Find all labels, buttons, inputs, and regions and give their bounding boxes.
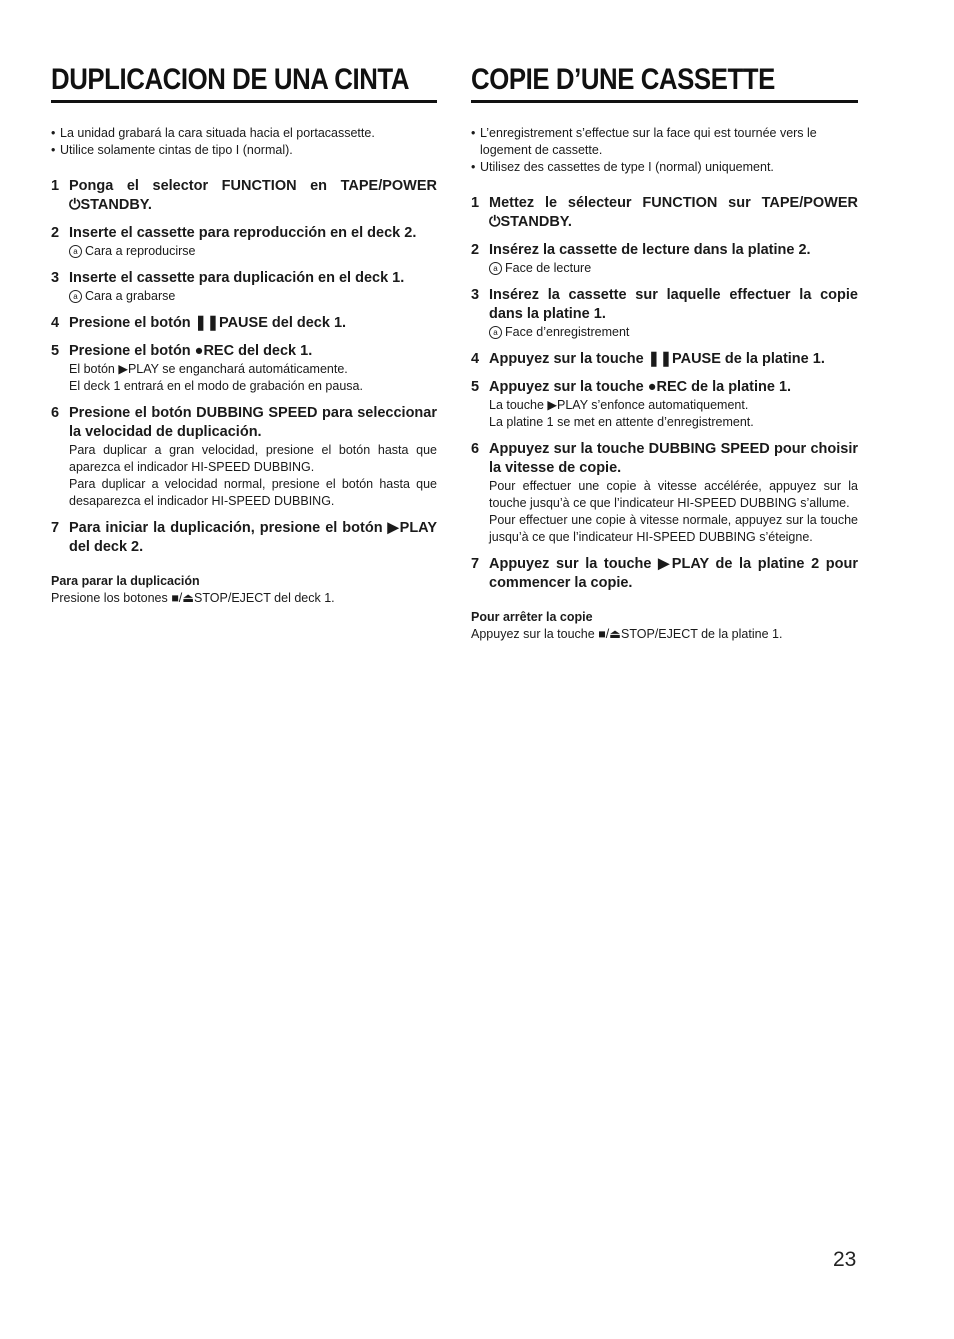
step-number: 2 [471,242,480,258]
step-5-fr [471,378,858,431]
step-title: Appuyez sur la touche DUBBING SPEED pour choisir la vitesse de copie. [489,441,858,476]
step-number: 4 [471,351,480,367]
circled-a-icon: a [69,290,82,303]
step-number: 2 [51,225,60,241]
step-4-es [51,314,437,333]
stop-text-es: Presione los botones ■/⏏STOP/EJECT del deck 1. [51,591,335,605]
page-number: 23 [833,1248,857,1271]
step-title: Insérez la cassette de lecture dans la platine 2. [489,242,811,258]
step-number: 5 [471,379,480,395]
step-note [69,288,437,305]
stop-subheading-es: Para parar la duplicación [51,574,200,588]
step-list-es [51,177,437,557]
step-7-fr [471,555,858,593]
step-title: Appuyez sur la touche ▶PLAY de la platine 2 pour commencer la copie. [489,556,858,591]
step-note: Pour effectuer une copie à vitesse accélérée, appuyez sur la touche jusqu’à ce que l’indicateur HI-SPEED DUBBING s’allume. [489,479,858,510]
step-note: Para duplicar a gran velocidad, presione el botón hasta que aparezca el indicador HI-SPEED DUBBING. [69,443,437,474]
step-number: 3 [51,270,60,286]
step-title: Inserte el cassette para duplicación en el deck 1. [69,270,405,286]
step-title: Presione el botón ●REC del deck 1. [69,343,313,359]
step-number: 3 [471,287,480,303]
step-6-fr [471,440,858,546]
step-number: 5 [51,343,60,359]
section-title-fr: COPIE D’UNE CASSETTE [471,63,775,96]
step-6-es [51,404,437,510]
step-number: 4 [51,315,60,331]
title-rule-fr [471,100,858,103]
step-title: Mettez le sélecteur FUNCTION sur TAPE/POWER ⏻STANDBY. [489,195,858,230]
bullet-item: • Utilisez des cassettes de type I (normal) uniquement. [471,159,858,176]
step-note [489,324,858,341]
step-title: Insérez la cassette sur laquelle effectuer la copie dans la platine 1. [489,287,858,322]
step-title: Presione el botón DUBBING SPEED para seleccionar la velocidad de duplicación. [69,405,437,440]
step-note: La touche ▶PLAY s’enfonce automatiquement. [489,398,749,412]
step-note-text: Cara a reproducirse [85,244,196,258]
circled-a-icon: a [489,326,502,339]
step-2-fr [471,241,858,277]
bullet-item: • Utilice solamente cintas de tipo I (normal). [51,142,437,159]
step-4-fr [471,350,858,369]
spanish-column [51,62,437,607]
step-5-es [51,342,437,395]
step-title: Appuyez sur la touche ❚❚PAUSE de la platine 1. [489,351,825,367]
step-note: Para duplicar a velocidad normal, presione el botón hasta que desaparezca el indicador HI-SPEED DUBBING. [69,477,437,508]
step-number: 7 [51,520,60,536]
step-title: Para iniciar la duplicación, presione el botón ▶PLAY del deck 2. [69,520,437,555]
step-list-fr [471,194,858,593]
step-note-text: Cara a grabarse [85,289,176,303]
bullet-list-fr [471,125,858,176]
step-note: Pour effectuer une copie à vitesse normale, appuyez sur la touche jusqu’à ce que l’indicateur HI-SPEED DUBBING s’éteigne. [489,513,858,544]
step-note-text: Face d’enregistrement [505,325,630,339]
step-note [69,243,437,260]
step-title: Inserte el cassette para reproducción en el deck 2. [69,225,417,241]
step-note-text: Face de lecture [505,261,592,275]
section-title-es: DUPLICACION DE UNA CINTA [51,63,410,96]
step-number: 6 [51,405,60,421]
step-3-fr [471,286,858,341]
step-note: La platine 1 se met en attente d’enregistrement. [489,415,754,429]
step-title: Presione el botón ❚❚PAUSE del deck 1. [69,315,347,331]
stop-subheading-fr: Pour arrêter la copie [471,610,593,624]
step-number: 7 [471,556,480,572]
circled-a-icon: a [489,262,502,275]
stop-text-fr: Appuyez sur la touche ■/⏏STOP/EJECT de la platine 1. [471,627,783,641]
step-1-es [51,177,437,215]
step-note [489,260,858,277]
step-7-es [51,519,437,557]
step-number: 6 [471,441,480,457]
step-3-es [51,269,437,305]
french-column [471,62,858,643]
step-title: Appuyez sur la touche ●REC de la platine 1. [489,379,792,395]
step-note: El botón ▶PLAY se enganchará automáticamente. [69,362,348,376]
step-1-fr [471,194,858,232]
step-number: 1 [51,178,60,194]
bullet-list-es [51,125,437,159]
circled-a-icon: a [69,245,82,258]
step-2-es [51,224,437,260]
title-rule-es [51,100,437,103]
step-note: El deck 1 entrará en el modo de grabación en pausa. [69,379,363,393]
bullet-item: • L’enregistrement s’effectue sur la face qui est tournée vers le logement de cassette. [471,125,858,159]
step-title: Ponga el selector FUNCTION en TAPE/POWER ⏻STANDBY. [69,178,437,213]
bullet-item: • La unidad grabará la cara situada hacia el portacassette. [51,125,437,142]
step-number: 1 [471,195,480,211]
